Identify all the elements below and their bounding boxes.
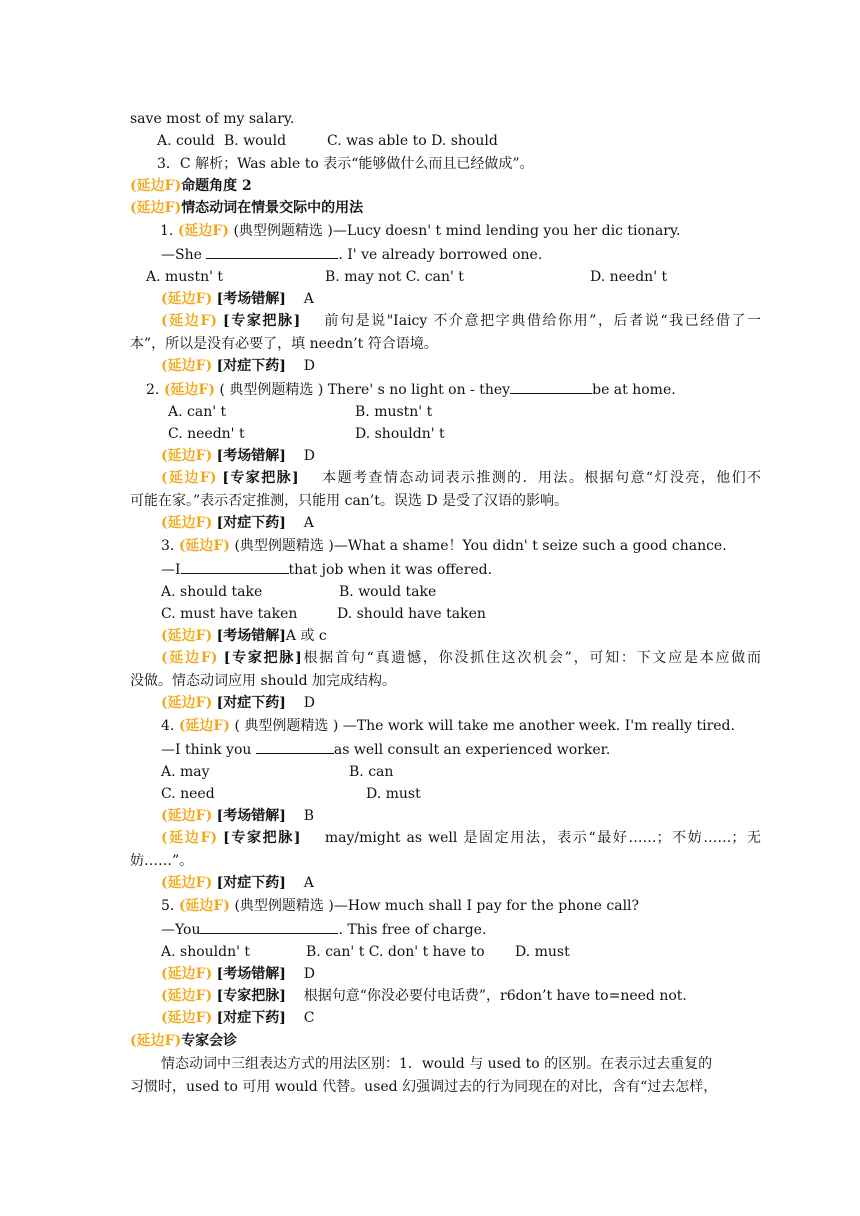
question-5-blank: —You . This free of charge. [161, 922, 487, 938]
wrong-answer: (延边F) [考场错解] A [161, 291, 314, 307]
answer-blank [200, 920, 338, 934]
expert-analysis: (延边F) [专家把脉] 根据句意“你没必要付电话费”，r6don’t have to=need not. [161, 988, 687, 1004]
section-subheading: (延边F)情态动词在情景交际中的用法 [130, 200, 364, 216]
expert-analysis-cont: 可能在家。”表示否定推测，只能用 can’t。误选 D 是受了汉语的影响。 [130, 493, 569, 509]
answer-explanation: 3．C 解析；Was able to 表示“能够做什么而且已经做成”。 [157, 156, 534, 172]
line-continuation: save most of my salary. [130, 111, 295, 127]
option-a: A. could [157, 133, 215, 149]
wrong-answer: (延边F) [考场错解] D [161, 448, 315, 464]
expert-analysis: (延边F) [专家把脉] 本题考查情态动词表示推测的．用法。根据句意“灯没亮，他们不 [161, 470, 762, 486]
question-3: 3. (延边F) (典型例题精选 )—What a shame！You didn' t seize such a good chance. [161, 538, 727, 554]
wrong-answer: (延边F) [考场错解] D [161, 966, 315, 982]
option-b: B. would [224, 133, 287, 149]
option-c-d: C. was able to D. should [327, 133, 498, 149]
question-3-blank: —I that job when it was offered. [161, 562, 493, 578]
answer-blank [181, 560, 289, 574]
answer-blank [510, 380, 592, 394]
document-page: save most of my salary. A. could B. would C. was able to D. should 3．C 解析；Was able to 表示“能够做什么而且已经做成”。 (延边F)命题角度 2 (延边F)情态动词在情景交际中的用法 1. (延边F) (典型例题精选 )—Lucy doesn' t mind lending you her dic tionary. —She . I' ve already borrowed one. A. mustn' t B. may not C. can' t D. needn' t (延边F) [考场错解] A (延边F) [专家把脉] 前句是说"Iaicy 不介意把字典借给你用”，后者说“我已经借了一 本”，所以是没有必要了，填 needn’t 符合语境。 (延边F) [对症下药] D 2. (延边F) ( 典型例题精选 ) There' s no light on - they be at home. A. can' t B. mustn' t C. needn' t D. shouldn' t (延边F) [考场错解] D (延边F) [专家把脉] 本题考查情态动词表示推测的．用法。根据句意“灯没亮，他们不 可能在家。”表示否定推测，只能用 can’t。误选 D 是受了汉语的影响。 (延边F) [对症下药] A 3. (延边F) (典型例题精选 )—What a shame！You didn' t seize such a good chance. —I that job when it was offered. A. should take B. would take C. must have taken D. should have taken (延边F) [考场错解]A 或 c (延边F) [专家把脉]根据首句“真遗憾，你没抓住这次机会”，可知：下文应是本应做而 没做。情态动词应用 should 加完成结构。 (延边F) [对症下药] D 4. (延边F) ( 典型例题精选 ) —The work will take me another week. I'm really tired. —I think you as well consult an experienced worker. A. may B. can C. need D. must (延边F) [考场错解] B (延边F) [专家把脉] may/might as well 是固定用法，表示“最好……；不妨……；无 妨……”。 (延边F) [对症下药] A 5. (延边F) (典型例题精选 )—How much shall I pay for the phone call? —You . This free of charge. A. shouldn' t B. can' t C. don' t have to D. must (延边F) [考场错解] D (延边F) [专家把脉] 根据句意“你没必要付电话费”，r6don’t have to=need not. (延边F) [对症下药] C (延边F)专家会诊 情态动词中三组表达方式的用法区别：1．would 与 used to 的区别。在表示过去重复的 习惯时，used to 可用 would 代替。used 幻强调过去的行为同现在的对比，含有“过去怎样， [0, 0, 860, 1216]
paragraph-line-2: 习惯时，used to 可用 would 代替。used 幻强调过去的行为同现在的对比，含有“过去怎样， [130, 1079, 718, 1095]
correct-answer: (延边F) [对症下药] A [161, 515, 314, 531]
wrong-answer: (延边F) [考场错解] B [161, 808, 314, 824]
paragraph-line-1: 情态动词中三组表达方式的用法区别：1．would 与 used to 的区别。在表示过去重复的 [161, 1056, 713, 1072]
expert-analysis-cont: 妨……”。 [130, 853, 194, 869]
expert-analysis: (延边F) [专家把脉]根据首句“真遗憾，你没抓住这次机会”，可知：下文应是本应做而 [161, 650, 762, 666]
question-1-blank: —She . I' ve already borrowed one. [161, 247, 543, 263]
correct-answer: (延边F) [对症下药] C [161, 1010, 315, 1026]
expert-analysis: (延边F) [专家把脉] 前句是说"Iaicy 不介意把字典借给你用”，后者说“我已经借了一 [161, 313, 762, 329]
question-1: 1. (延边F) (典型例题精选 )—Lucy doesn' t mind lending you her dic tionary. [160, 223, 681, 239]
correct-answer: (延边F) [对症下药] D [161, 358, 315, 374]
wrong-answer: (延边F) [考场错解]A 或 c [161, 628, 327, 644]
answer-blank [206, 245, 338, 259]
question-4: 4. (延边F) ( 典型例题精选 ) —The work will take me another week. I'm really tired. [161, 718, 735, 734]
question-5: 5. (延边F) (典型例题精选 )—How much shall I pay for the phone call? [161, 898, 640, 914]
question-4-blank: —I think you as well consult an experienced worker. [161, 742, 611, 758]
correct-answer: (延边F) [对症下药] A [161, 875, 314, 891]
expert-analysis: (延边F) [专家把脉] may/might as well 是固定用法，表示“最好……；不妨……；无 [161, 830, 762, 846]
expert-analysis-cont: 本”，所以是没有必要了，填 needn’t 符合语境。 [130, 336, 438, 352]
question-2: 2. (延边F) ( 典型例题精选 ) There' s no light on - they be at home. [146, 382, 676, 398]
expert-analysis-cont: 没做。情态动词应用 should 加完成结构。 [130, 673, 396, 689]
answer-blank [256, 740, 334, 754]
correct-answer: (延边F) [对症下药] D [161, 695, 315, 711]
section-heading-expert: (延边F)专家会诊 [130, 1033, 238, 1049]
section-heading: (延边F)命题角度 2 [130, 178, 252, 194]
